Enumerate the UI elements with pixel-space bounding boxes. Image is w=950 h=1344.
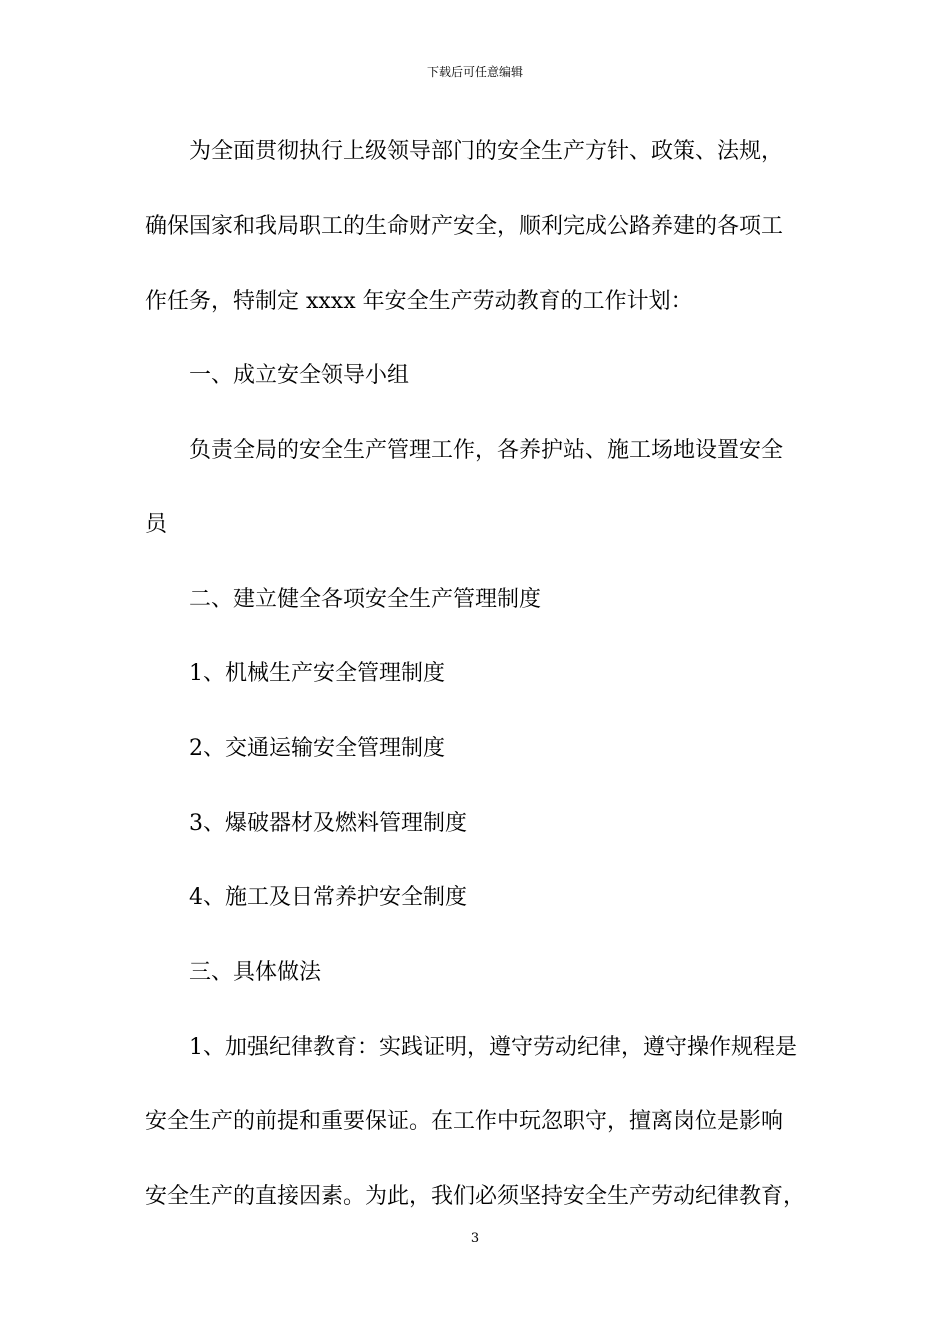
section-heading: 三、具体做法 — [189, 960, 322, 985]
paragraph-line: 1、加强纪律教育：实践证明，遵守劳动纪律，遵守操作规程是 — [189, 1035, 797, 1060]
section-heading: 一、成立安全领导小组 — [189, 363, 410, 388]
paragraph-line: 安全生产的前提和重要保证。在工作中玩忽职守，擅离岗位是影响 — [145, 1109, 784, 1134]
list-item: 4、施工及日常养护安全制度 — [189, 885, 467, 910]
paragraph-line: 员 — [145, 512, 168, 537]
page-number: 3 — [470, 1231, 480, 1246]
paragraph-line: 确保国家和我局职工的生命财产安全，顺利完成公路养建的各项工 — [145, 214, 784, 239]
paragraph-line: 安全生产的直接因素。为此，我们必须坚持安全生产劳动纪律教育， — [145, 1184, 806, 1209]
paragraph-line: 负责全局的安全生产管理工作，各养护站、施工场地设置安全 — [189, 438, 784, 463]
paragraph-line: 为全面贯彻执行上级领导部门的安全生产方针、政策、法规， — [189, 139, 784, 164]
section-heading: 二、建立健全各项安全生产管理制度 — [189, 587, 542, 612]
list-item: 3、爆破器材及燃料管理制度 — [189, 811, 467, 836]
page-header: 下载后可任意编辑 — [426, 65, 523, 79]
list-item: 1、机械生产安全管理制度 — [189, 661, 445, 686]
paragraph-line: 作任务，特制定 xxxx 年安全生产劳动教育的工作计划： — [145, 289, 693, 314]
list-item: 2、交通运输安全管理制度 — [189, 736, 445, 761]
